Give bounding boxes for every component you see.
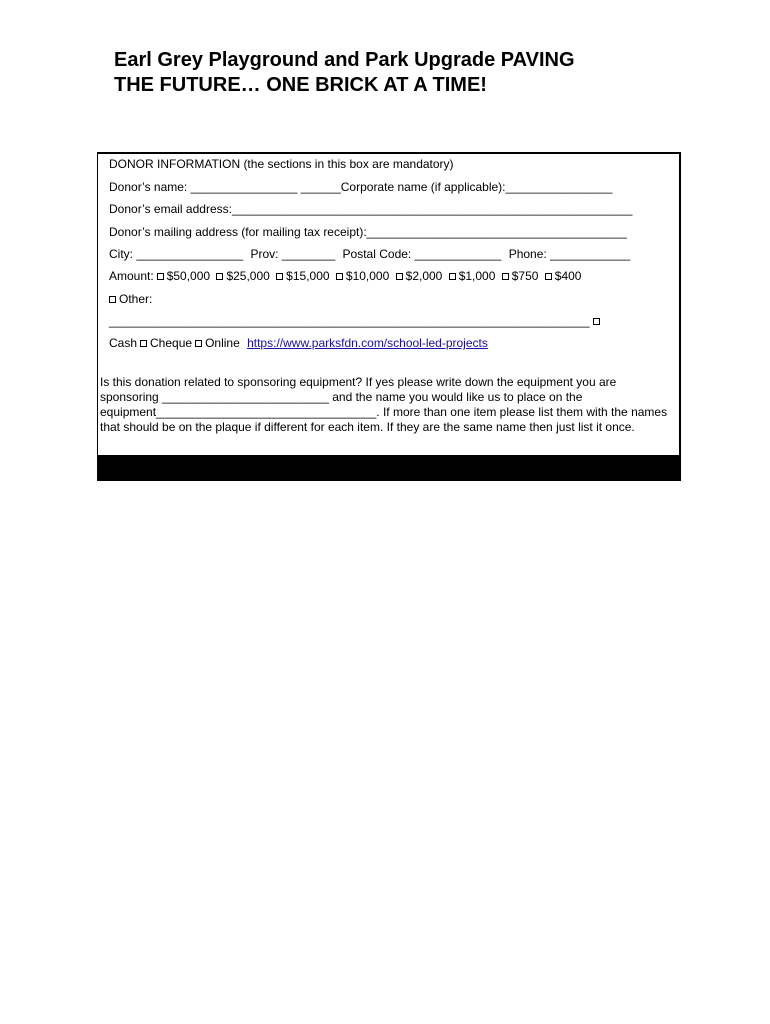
donor-information-box (97, 152, 681, 481)
prov-field[interactable]: Prov: ________ (250, 247, 336, 261)
amount-25000-label: $25,000 (226, 269, 270, 283)
box-header: DONOR INFORMATION (the sections in this box are mandatory) (109, 157, 454, 171)
amount-10000-checkbox[interactable] (336, 273, 343, 280)
payment-cheque-label: Cheque (150, 336, 193, 350)
amount-25000-checkbox[interactable] (216, 273, 223, 280)
amount-2000-label: $2,000 (405, 269, 443, 283)
amount-1000-checkbox[interactable] (449, 273, 456, 280)
sponsorship-question: Is this donation related to sponsoring equipment? If yes please write down the equipment you are sponsoring _________________________ and the name you would like us to place on the equipment_________________________________. If more than one item please list them with the names that should be on the plaque if different for each item. If they are the same name then just list it once. (100, 375, 668, 434)
amount-label: Amount: (109, 269, 154, 283)
online-payment-link[interactable]: https://www.parksfdn.com/school-led-projects (247, 336, 488, 350)
title-line-1: Earl Grey Playground and Park Upgrade PAVING (114, 49, 575, 71)
payment-cash-checkbox[interactable] (140, 340, 147, 347)
amount-50000-checkbox[interactable] (157, 273, 164, 280)
other-blank-checkbox[interactable] (593, 318, 600, 325)
city-field[interactable]: City: ________________ (109, 247, 244, 261)
title-line-2: THE FUTURE… ONE BRICK AT A TIME! (114, 74, 487, 96)
postal-code-field[interactable]: Postal Code: _____________ (342, 247, 502, 261)
other-amount-row (109, 292, 152, 306)
amount-15000-label: $15,000 (286, 269, 330, 283)
document-title (114, 48, 674, 98)
other-amount-label: Other: (119, 292, 153, 306)
amount-2000-checkbox[interactable] (396, 273, 403, 280)
donor-mailing-address-field[interactable]: Donor’s mailing address (for mailing tax receipt):_______________________________________ (109, 225, 627, 239)
amount-400-checkbox[interactable] (545, 273, 552, 280)
black-footer-bar (98, 455, 679, 480)
amount-750-label: $750 (511, 269, 539, 283)
payment-cheque-checkbox[interactable] (195, 340, 202, 347)
city-row (109, 247, 630, 261)
amount-row (109, 269, 581, 283)
other-amount-field[interactable]: ________________________________________________________________________ (109, 314, 590, 328)
donor-email-field[interactable]: Donor’s email address:____________________________________________________________ (109, 202, 633, 216)
payment-cash-label: Cash (109, 336, 138, 350)
payment-method-row (109, 336, 488, 350)
payment-online-label: Online (205, 336, 240, 350)
donor-name-field[interactable]: Donor’s name: ________________ ______Corporate name (if applicable):________________ (109, 180, 613, 194)
amount-50000-label: $50,000 (166, 269, 211, 283)
amount-400-label: $400 (554, 269, 582, 283)
amount-15000-checkbox[interactable] (276, 273, 283, 280)
amount-750-checkbox[interactable] (502, 273, 509, 280)
other-amount-blank-row (109, 314, 603, 328)
other-amount-checkbox[interactable] (109, 296, 116, 303)
phone-field[interactable]: Phone: ____________ (508, 247, 631, 261)
amount-1000-label: $1,000 (458, 269, 496, 283)
amount-10000-label: $10,000 (345, 269, 390, 283)
